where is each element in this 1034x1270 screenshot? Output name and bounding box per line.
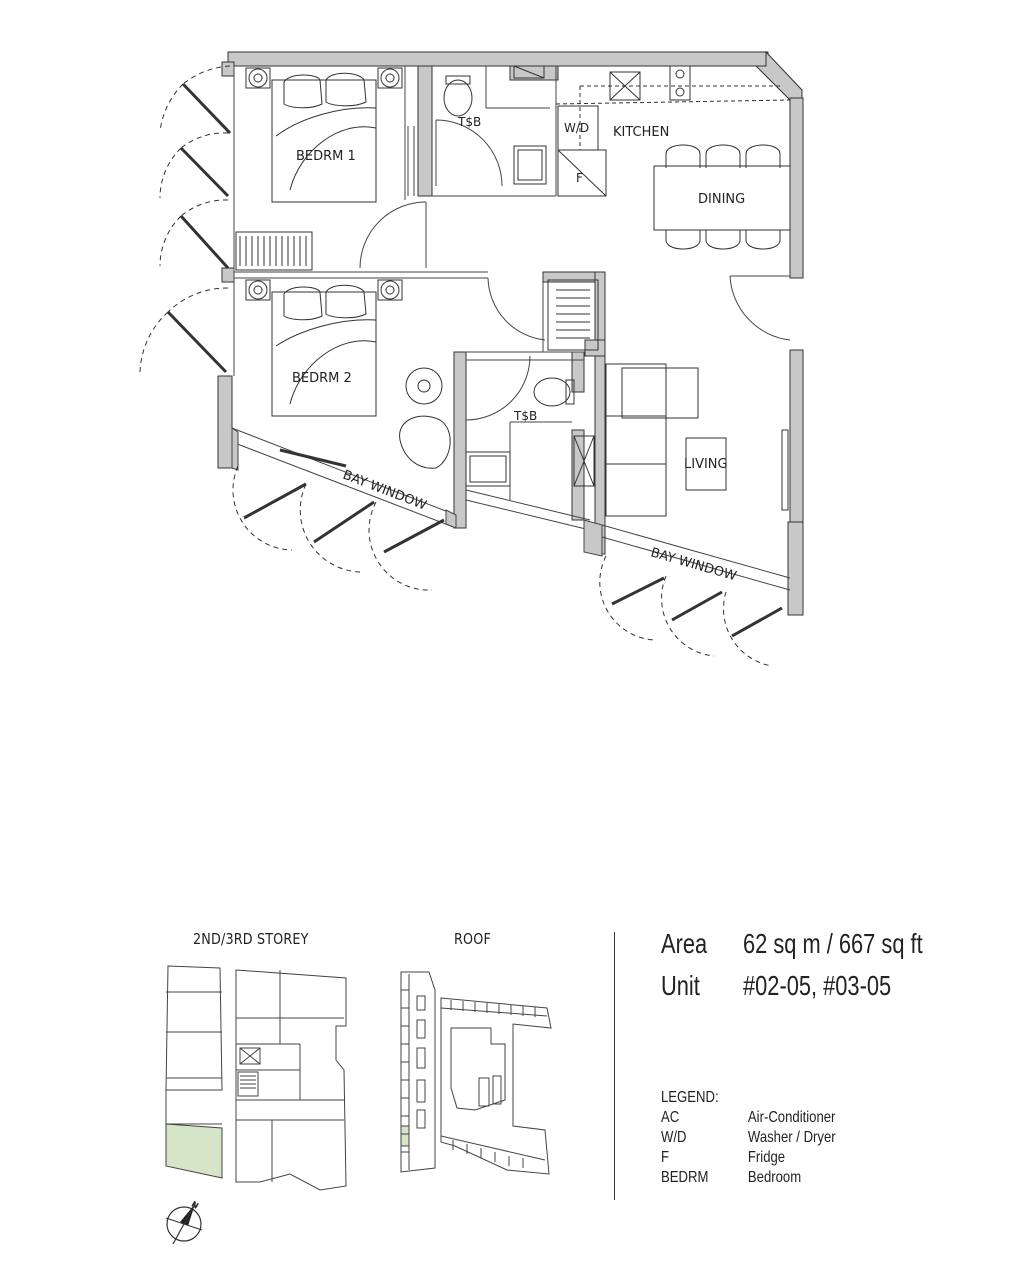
bay-window-right-label: BAY WINDOW (648, 545, 738, 585)
bed-1 (246, 68, 402, 202)
bath-1-label: T$B (458, 115, 482, 129)
roof-highlight (401, 1126, 409, 1146)
area-label: Area (661, 928, 708, 959)
bay-window-left-label: BAY WINDOW (340, 467, 429, 514)
bath-2-label: T$B (514, 409, 538, 423)
legend-meaning: Fridge (747, 1149, 786, 1166)
storey-keyplan (160, 960, 360, 1200)
unit-label: Unit (661, 970, 700, 1001)
legend-abbr: AC (661, 1109, 680, 1126)
wardrobe-1 (236, 232, 312, 270)
legend (661, 1088, 836, 1188)
legend-abbr: F (661, 1149, 670, 1166)
legend-abbr: BEDRM (661, 1169, 709, 1186)
legend-row (661, 1108, 836, 1128)
legend-meaning: Washer / Dryer (747, 1129, 836, 1146)
unit-value: #02-05, #03-05 (743, 970, 892, 1001)
section-divider (614, 932, 615, 1200)
kitchen-label: KITCHEN (613, 125, 670, 140)
legend-row (661, 1168, 836, 1188)
legend-row (661, 1148, 836, 1168)
roof-keyplan (395, 960, 555, 1185)
roof-keyplan-title: ROOF (454, 930, 491, 948)
dining-label: DINING (698, 192, 746, 207)
fridge-label: F (576, 171, 583, 185)
bedroom-1-label: BEDRM 1 (296, 149, 356, 164)
legend-meaning: Bedroom (747, 1169, 802, 1186)
storey-keyplan-title: 2ND/3RD STOREY (193, 930, 309, 948)
legend-abbr: W/D (661, 1129, 687, 1146)
bedroom-2-label: BEDRM 2 (292, 371, 352, 386)
legend-title: LEGEND: (661, 1089, 719, 1106)
living-furniture (606, 364, 788, 516)
highlighted-unit (166, 1124, 222, 1178)
legend-meaning: Air-Conditioner (747, 1109, 836, 1126)
legend-row (661, 1128, 836, 1148)
living-label: LIVING (684, 457, 728, 472)
north-arrow-icon (160, 1196, 210, 1246)
north-label: N (189, 1199, 201, 1211)
area-value: 62 sq m / 667 sq ft (743, 928, 923, 959)
washer-label: W/D (564, 121, 590, 135)
